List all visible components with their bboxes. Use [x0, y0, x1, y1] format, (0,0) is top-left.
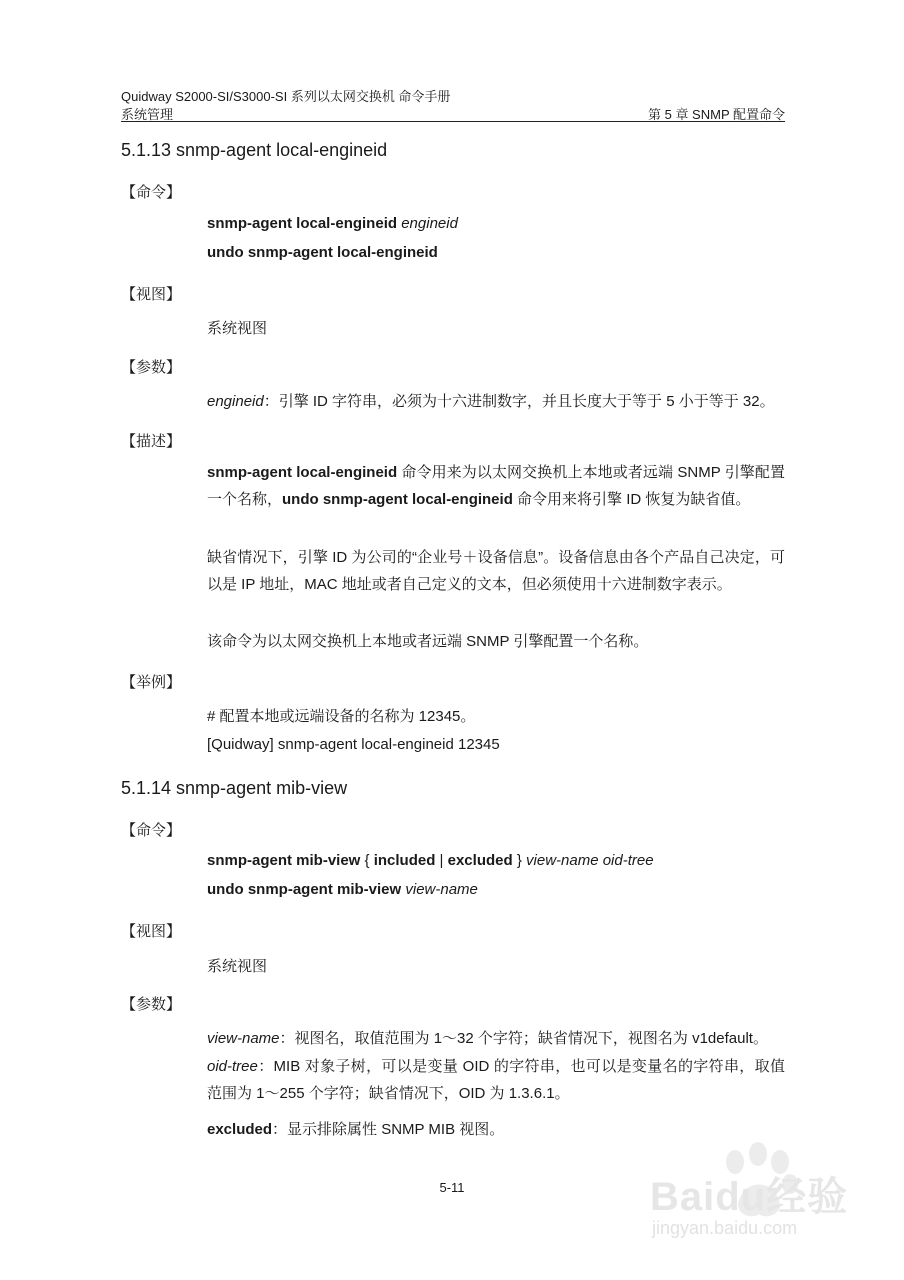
header-section: 系统管理 [121, 107, 174, 122]
command-argument: view-name [405, 881, 478, 898]
label-view: 【视图】 [121, 923, 182, 940]
command-argument: engineid [401, 215, 458, 232]
label-view: 【视图】 [121, 286, 182, 303]
view-value: 系统视图 [207, 958, 268, 975]
syntax-brace: } [512, 852, 527, 869]
page-number: 5-11 [439, 1180, 465, 1195]
section-title-5-1-14: 5.1.14 snmp-agent mib-view [121, 778, 348, 798]
command-keyword: undo snmp-agent local-engineid [207, 244, 438, 261]
command-syntax-2 [207, 244, 438, 261]
watermark-url: jingyan.baidu.com [652, 1218, 798, 1238]
parameter-description: ：显示排除属性 SNMP MIB 视图。 [272, 1121, 505, 1138]
description-text: 命令用来将引擎 ID 恢复为缺省值。 [512, 491, 751, 508]
parameter-description: ：MIB 对象子树，可以是变量 OID 的字符串，也可以是变量名的字符串，取值范围为 1～255 个字符；缺省情况下，OID 为 1.3.6.1。 [207, 1058, 785, 1102]
command-keyword: snmp-agent local-engineid [207, 215, 398, 232]
description-paragraph-2: 缺省情况下，引擎 ID 为公司的“企业号＋设备信息”。设备信息由各个产品自己决定，可以是 IP 地址，MAC 地址或者自己定义的文本，但必须使用十六进制数字表示。 [207, 549, 785, 593]
inline-command: undo snmp-agent local-engineid [282, 491, 513, 508]
header-chapter: 第 5 章 SNMP 配置命令 [647, 107, 785, 122]
section-title-5-1-13: 5.1.13 snmp-agent local-engineid [121, 140, 388, 160]
syntax-pipe: | [435, 852, 448, 869]
header-divider [121, 121, 785, 122]
parameter-name: engineid [207, 393, 264, 410]
command-keyword: snmp-agent mib-view [207, 852, 361, 869]
command-argument: view-name oid-tree [526, 852, 654, 869]
parameter-name: oid-tree [207, 1058, 258, 1075]
command-syntax-1 [207, 852, 654, 869]
option-excluded: excluded [447, 852, 513, 869]
command-syntax-1 [207, 215, 458, 232]
label-example: 【举例】 [121, 674, 182, 691]
view-value: 系统视图 [207, 320, 268, 337]
parameter-name: excluded [207, 1121, 273, 1138]
example-code: [Quidway] snmp-agent local-engineid 12345 [207, 736, 500, 753]
example-comment: # 配置本地或远端设备的名称为 12345。 [207, 708, 476, 725]
parameter-excluded [207, 1118, 504, 1139]
description-paragraph-3: 该命令为以太网交换机上本地或者远端 SNMP 引擎配置一个名称。 [207, 633, 649, 650]
option-included: included [373, 852, 436, 869]
description-paragraph-1 [207, 459, 785, 513]
header-manual-title: Quidway S2000-SI/S3000-SI 系列以太网交换机 命令手册 [121, 89, 451, 104]
command-keyword: undo snmp-agent mib-view [207, 881, 402, 898]
parameter-engineid [207, 390, 775, 411]
label-parameters: 【参数】 [121, 996, 182, 1013]
parameter-description: ：视图名，取值范围为 1～32 个字符；缺省情况下，视图名为 v1default。 [279, 1030, 768, 1047]
command-syntax-2 [207, 881, 478, 898]
syntax-brace: { [360, 852, 374, 869]
parameter-name: view-name [207, 1030, 280, 1047]
description-text: 命令用来为以太网交换机上本地或者远端 SNMP 引擎配置一个名称， [207, 464, 785, 508]
label-description: 【描述】 [121, 433, 182, 450]
label-command: 【命令】 [121, 184, 182, 201]
parameter-oid-tree [207, 1053, 785, 1107]
parameter-view-name [207, 1027, 768, 1048]
watermark-brand: Baidu经验 [650, 1175, 849, 1219]
label-parameters: 【参数】 [121, 359, 182, 376]
parameter-description: ：引擎 ID 字符串，必须为十六进制数字，并且长度大于等于 5 小于等于 32。 [263, 393, 775, 410]
inline-command: snmp-agent local-engineid [207, 464, 398, 481]
label-command: 【命令】 [121, 822, 182, 839]
